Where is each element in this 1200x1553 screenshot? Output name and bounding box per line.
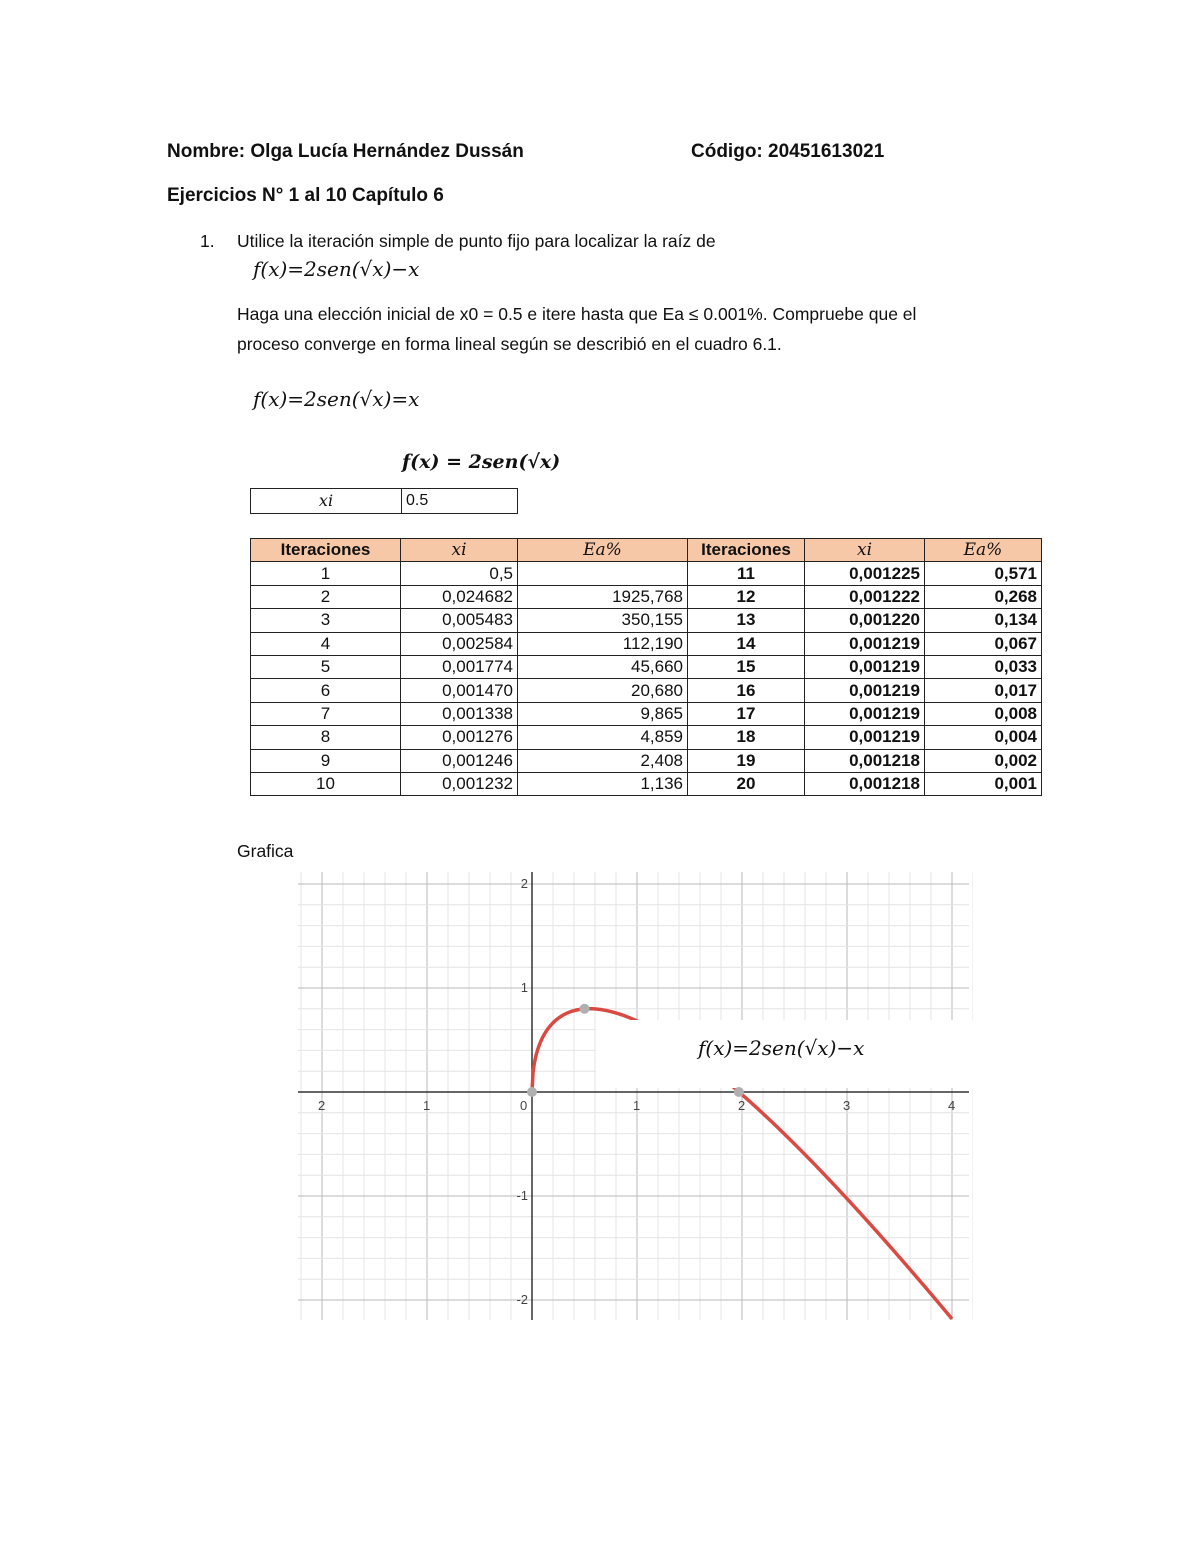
x-tick-label: 1 — [423, 1098, 431, 1113]
table-row — [251, 679, 1042, 702]
table-cell: 17 — [688, 702, 805, 725]
table-row — [251, 632, 1042, 655]
table-cell: 19 — [688, 749, 805, 772]
table-cell: 1 — [251, 562, 401, 585]
x-tick-label: 3 — [843, 1098, 851, 1113]
xi-value: 0.5 — [406, 492, 429, 509]
table-cell: 1,136 — [518, 772, 688, 795]
graph-point — [734, 1087, 744, 1097]
initial-value-box — [250, 488, 518, 514]
exercises-title: Ejercicios N° 1 al 10 Capítulo 6 — [167, 185, 444, 206]
graph-point — [527, 1087, 537, 1097]
function-graph — [298, 860, 973, 1320]
table-cell — [518, 562, 688, 585]
table-cell: 3 — [251, 609, 401, 632]
table-cell: 0,033 — [925, 655, 1042, 678]
table-cell: 8 — [251, 726, 401, 749]
x-tick-label: 0 — [520, 1098, 528, 1113]
curve-label: f(x)=2sen(√x)−x — [698, 1036, 865, 1060]
graph-point — [580, 1004, 590, 1014]
table-body — [251, 562, 1042, 796]
table-cell: 18 — [688, 726, 805, 749]
table-cell: 0,001246 — [401, 749, 518, 772]
table-cell: 7 — [251, 702, 401, 725]
header-ea: Ea% — [518, 539, 688, 562]
table-row — [251, 655, 1042, 678]
instructions-line-1: Haga una elección inicial de x0 = 0.5 e itere hasta que Ea ≤ 0.001%. Compruebe que el — [237, 304, 917, 324]
table-cell: 5 — [251, 655, 401, 678]
table-cell: 4,859 — [518, 726, 688, 749]
table-cell: 2,408 — [518, 749, 688, 772]
table-cell: 0,001218 — [805, 772, 925, 795]
table-cell: 0,571 — [925, 562, 1042, 585]
table-cell: 0,017 — [925, 679, 1042, 702]
formula-equal: f(x)=2sen(√x)=x — [253, 387, 420, 411]
y-tick-label: -1 — [516, 1188, 528, 1203]
table-cell: 20,680 — [518, 679, 688, 702]
table-cell: 0,001219 — [805, 726, 925, 749]
formula-bold: f(x) = 2sen(√x) — [402, 451, 561, 473]
table-cell: 9 — [251, 749, 401, 772]
table-cell: 0,001219 — [805, 679, 925, 702]
table-cell: 0,001220 — [805, 609, 925, 632]
table-cell: 0,067 — [925, 632, 1042, 655]
table-cell: 10 — [251, 772, 401, 795]
header-iteraciones: Iteraciones — [251, 539, 401, 562]
table-cell: 0,008 — [925, 702, 1042, 725]
table-cell: 112,190 — [518, 632, 688, 655]
table-cell: 0,005483 — [401, 609, 518, 632]
x-tick-label: 2 — [318, 1098, 326, 1113]
iteration-table — [250, 538, 1042, 796]
table-cell: 0,004 — [925, 726, 1042, 749]
x-tick-label: 4 — [948, 1098, 956, 1113]
table-cell: 0,001219 — [805, 632, 925, 655]
table-cell: 0,001470 — [401, 679, 518, 702]
student-code: Código: 20451613021 — [691, 141, 885, 162]
table-cell: 0,001219 — [805, 655, 925, 678]
table-cell: 2 — [251, 585, 401, 608]
table-cell: 4 — [251, 632, 401, 655]
x-tick-label: 1 — [633, 1098, 641, 1113]
table-header-row — [251, 539, 1042, 562]
y-tick-label: -2 — [516, 1292, 528, 1307]
header-ea-2: Ea% — [925, 539, 1042, 562]
table-row — [251, 585, 1042, 608]
table-cell: 16 — [688, 679, 805, 702]
table-cell: 0,001218 — [805, 749, 925, 772]
table-cell: 0,001774 — [401, 655, 518, 678]
table-cell: 12 — [688, 585, 805, 608]
table-cell: 6 — [251, 679, 401, 702]
table-cell: 45,660 — [518, 655, 688, 678]
table-cell: 350,155 — [518, 609, 688, 632]
table-cell: 0,001276 — [401, 726, 518, 749]
xi-label: xi — [251, 489, 402, 513]
y-tick-label: 2 — [520, 876, 528, 891]
table-cell: 9,865 — [518, 702, 688, 725]
table-cell: 0,268 — [925, 585, 1042, 608]
table-cell: 0,001232 — [401, 772, 518, 795]
instructions-line-2: proceso converge en forma lineal según se describió en el cuadro 6.1. — [237, 334, 782, 354]
formula-fx: f(x)=2sen(√x)−x — [253, 257, 420, 281]
table-cell: 15 — [688, 655, 805, 678]
table-cell: 0,001225 — [805, 562, 925, 585]
table-row — [251, 749, 1042, 772]
problem-statement: Utilice la iteración simple de punto fijo para localizar la raíz de — [237, 231, 716, 251]
table-cell: 0,001219 — [805, 702, 925, 725]
table-cell: 1925,768 — [518, 585, 688, 608]
table-row — [251, 562, 1042, 585]
student-name: Nombre: Olga Lucía Hernández Dussán — [167, 141, 524, 162]
x-tick-label: 2 — [738, 1098, 746, 1113]
header-xi: xi — [401, 539, 518, 562]
table-cell: 0,024682 — [401, 585, 518, 608]
table-row — [251, 772, 1042, 795]
table-row — [251, 726, 1042, 749]
table-row — [251, 702, 1042, 725]
header-iteraciones-2: Iteraciones — [688, 539, 805, 562]
table-cell: 0,134 — [925, 609, 1042, 632]
table-cell: 0,001338 — [401, 702, 518, 725]
y-tick-label: 1 — [520, 980, 528, 995]
table-cell: 13 — [688, 609, 805, 632]
table-cell: 0,002 — [925, 749, 1042, 772]
table-cell: 20 — [688, 772, 805, 795]
table-cell: 11 — [688, 562, 805, 585]
table-row — [251, 609, 1042, 632]
problem-number: 1. — [200, 231, 215, 251]
table-cell: 0,001 — [925, 772, 1042, 795]
table-cell: 0,5 — [401, 562, 518, 585]
table-cell: 0,001222 — [805, 585, 925, 608]
table-cell: 14 — [688, 632, 805, 655]
table-cell: 0,002584 — [401, 632, 518, 655]
header-xi-2: xi — [805, 539, 925, 562]
graph-caption: Grafica — [237, 841, 294, 861]
